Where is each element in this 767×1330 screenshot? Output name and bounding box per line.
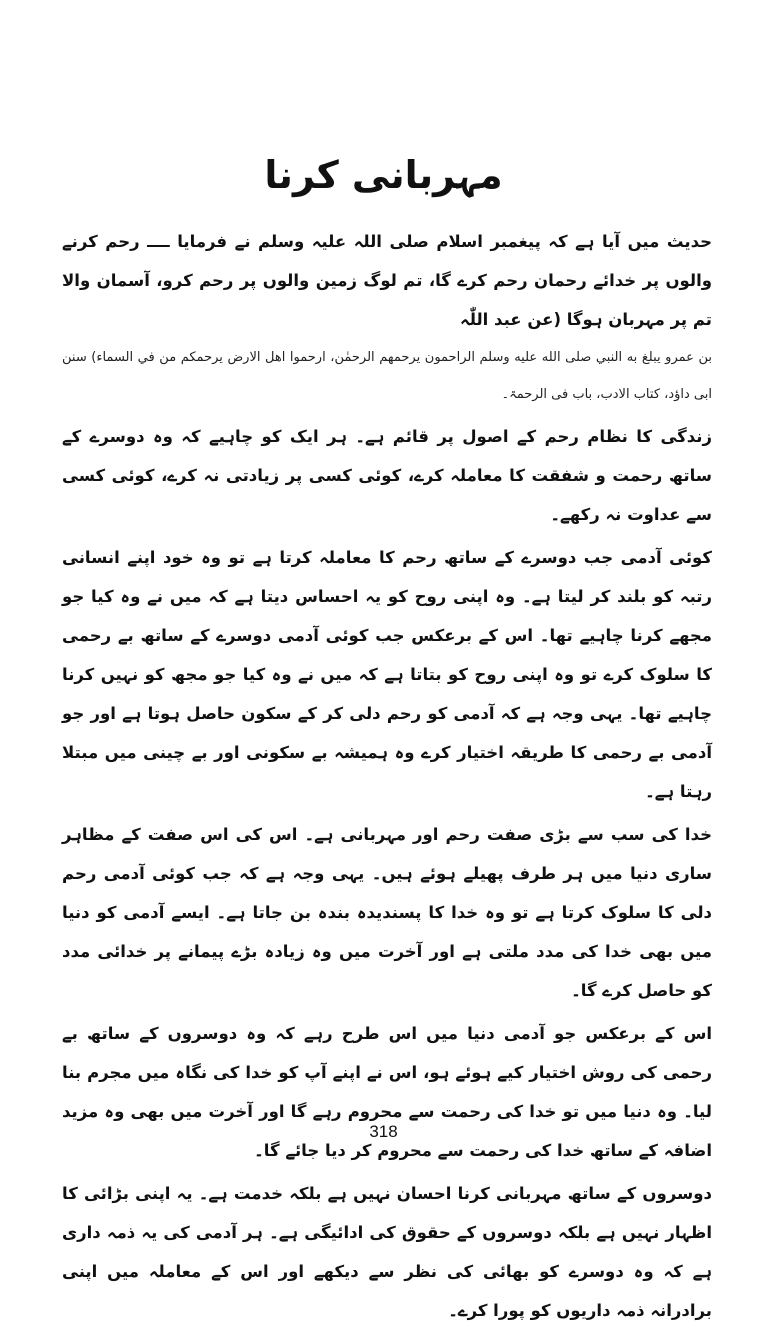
page-number: 318	[369, 1122, 398, 1141]
paragraph-contrary: اس کے برعکس جو آدمی دنیا میں اس طرح رہے کہ وہ دوسروں کے ساتھ بے رحمی کی روش اختیار کیے ہوئے ہو، اس نے اپنے آپ کو خدا کی نگاہ میں مجرم بنا لیا۔ وہ دنیا میں تو خدا کی رحمت سے محروم رہے گا اور آخرت میں بھی وہ مزید اضافہ کے ساتھ خدا کی رحمت سے محروم کر دیا جائے گا۔	[62, 1024, 712, 1160]
page-title: مہربانی کرنا	[264, 153, 503, 197]
paragraph-hadith: حدیث میں آیا ہے کہ پیغمبر اسلام صلی اللہ علیہ وسلم نے فرمایا ــــ رحم کرنے والوں پر خدائے رحمان رحم کرے گا، تم لوگ زمین والوں پر رحم کرو، آسمان والا تم پر مہربان ہوگا (عن عبد اللّٰہ	[62, 232, 712, 329]
paragraph-arabic-reference: بن عمرو يبلغ به النبي صلى الله عليه وسلم الراحمون يرحمهم الرحمٰن، ارحموا اهل الارض يرحمكم من في السماء) سنن ابی داؤد، کتاب الادب، باب فی الرحمۃ۔	[62, 350, 712, 402]
paragraph-life-system: زندگی کا نظام رحم کے اصول پر قائم ہے۔ ہر ایک کو چاہیے کہ وہ دوسرے کے ساتھ رحمت و شفقت کا معاملہ کرے، کوئی کسی پر زیادتی نہ کرے، کوئی کسی سے عداوت نہ رکھے۔	[62, 427, 712, 524]
paragraph-service: دوسروں کے ساتھ مہربانی کرنا احسان نہیں ہے بلکہ خدمت ہے۔ یہ اپنی بڑائی کا اظہار نہیں ہے بلکہ دوسروں کے حقوق کی ادائیگی ہے۔ ہر آدمی کی یہ ذمہ داری ہے کہ وہ دوسرے کو بھائی کی نظر سے دیکھے اور اس کے معاملہ میں اپنی برادرانہ ذمہ داریوں کو پورا کرے۔	[62, 1184, 712, 1320]
page-body	[62, 222, 712, 1330]
paragraph-mercy-rank: کوئی آدمی جب دوسرے کے ساتھ رحم کا معاملہ کرتا ہے تو وہ خود اپنے انسانی رتبہ کو بلند کر لیتا ہے۔ وہ اپنی روح کو یہ احساس دیتا ہے کہ میں نے وہ کیا جو مجھے کرنا چاہیے تھا۔ اس کے برعکس جب کوئی آدمی دوسرے کے ساتھ بے رحمی کا سلوک کرے تو وہ اپنی روح کو بتاتا ہے کہ میں نے وہ کیا جو مجھ کو نہیں کرنا چاہیے تھا۔ یہی وجہ ہے کہ آدمی کو رحم دلی کر کے سکون حاصل ہوتا ہے اور جو آدمی بے رحمی کا طریقہ اختیار کرے وہ ہمیشہ بے سکونی اور بے چینی میں مبتلا رہتا ہے۔	[62, 548, 712, 801]
paragraph-divine-attribute: خدا کی سب سے بڑی صفت رحم اور مہربانی ہے۔ اس کی اس صفت کے مظاہر ساری دنیا میں ہر طرف پھیلے ہوئے ہیں۔ یہی وجہ ہے کہ جب کوئی آدمی رحم دلی کا سلوک کرتا ہے تو وہ خدا کا پسندیدہ بندہ بن جاتا ہے۔ ایسے آدمی کو دنیا میں بھی خدا کی مدد ملتی ہے اور آخرت میں وہ زیادہ بڑے پیمانے پر خدائی مدد کو حاصل کرے گا۔	[62, 825, 712, 1000]
